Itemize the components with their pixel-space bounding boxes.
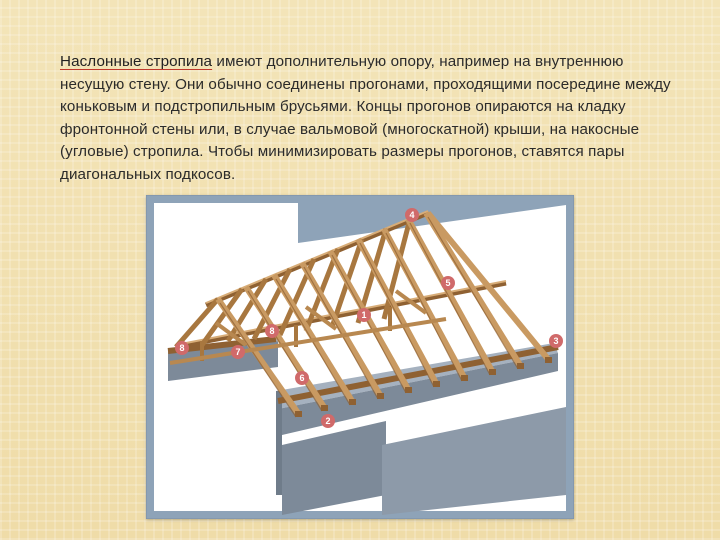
caption-line-3: стропилами <box>160 425 224 438</box>
lower-wall <box>282 421 386 515</box>
svg-text:1: 1 <box>361 310 367 320</box>
legend-item-6: 6. Подкос <box>160 450 207 463</box>
svg-text:8: 8 <box>179 343 185 353</box>
svg-text:6: 6 <box>299 373 305 383</box>
svg-text:7: 7 <box>235 347 241 357</box>
marker-5 <box>441 276 455 290</box>
roof-illustration <box>146 195 574 519</box>
figure-caption <box>160 401 290 488</box>
marker-7 <box>231 345 245 359</box>
legend-item-8: 8. Бабка <box>160 475 202 488</box>
marker-3 <box>549 334 563 348</box>
svg-text:2: 2 <box>325 416 331 426</box>
term-link[interactable]: Наслонные стропила <box>60 53 213 70</box>
marker-1 <box>357 308 371 322</box>
marker-4 <box>405 208 419 222</box>
marker-6 <box>295 371 309 385</box>
legend-item-7: 7. Балка-затяжка <box>160 463 244 476</box>
description-paragraph <box>60 51 690 187</box>
svg-text:5: 5 <box>445 278 451 288</box>
marker-2 <box>321 414 335 428</box>
sky-area <box>154 203 298 251</box>
caption-line-1: Крыша <box>160 401 197 413</box>
description-text: имеют дополнительную опору, например на внутреннюю несущую стену. Они обычно соединены прогонами, проходящими посередине между коньковым и подстропильным брусьями. Концы прогонов опираются на кладку фронтонной стены или, в случае вальмовой (многоскатной) крыши, на накосные (угловые) стропила. Чтобы минимизировать размеры прогонов, ставятся пары диагональных подкосов. <box>60 53 671 183</box>
legend-item-5: 5. Прогон <box>160 438 207 451</box>
svg-text:3: 3 <box>553 336 559 346</box>
svg-text:4: 4 <box>409 210 415 220</box>
svg-text:8: 8 <box>269 326 275 336</box>
caption-line-2: с наслонными <box>160 413 236 426</box>
marker-8-upper <box>265 324 279 338</box>
marker-8-left <box>175 341 189 355</box>
